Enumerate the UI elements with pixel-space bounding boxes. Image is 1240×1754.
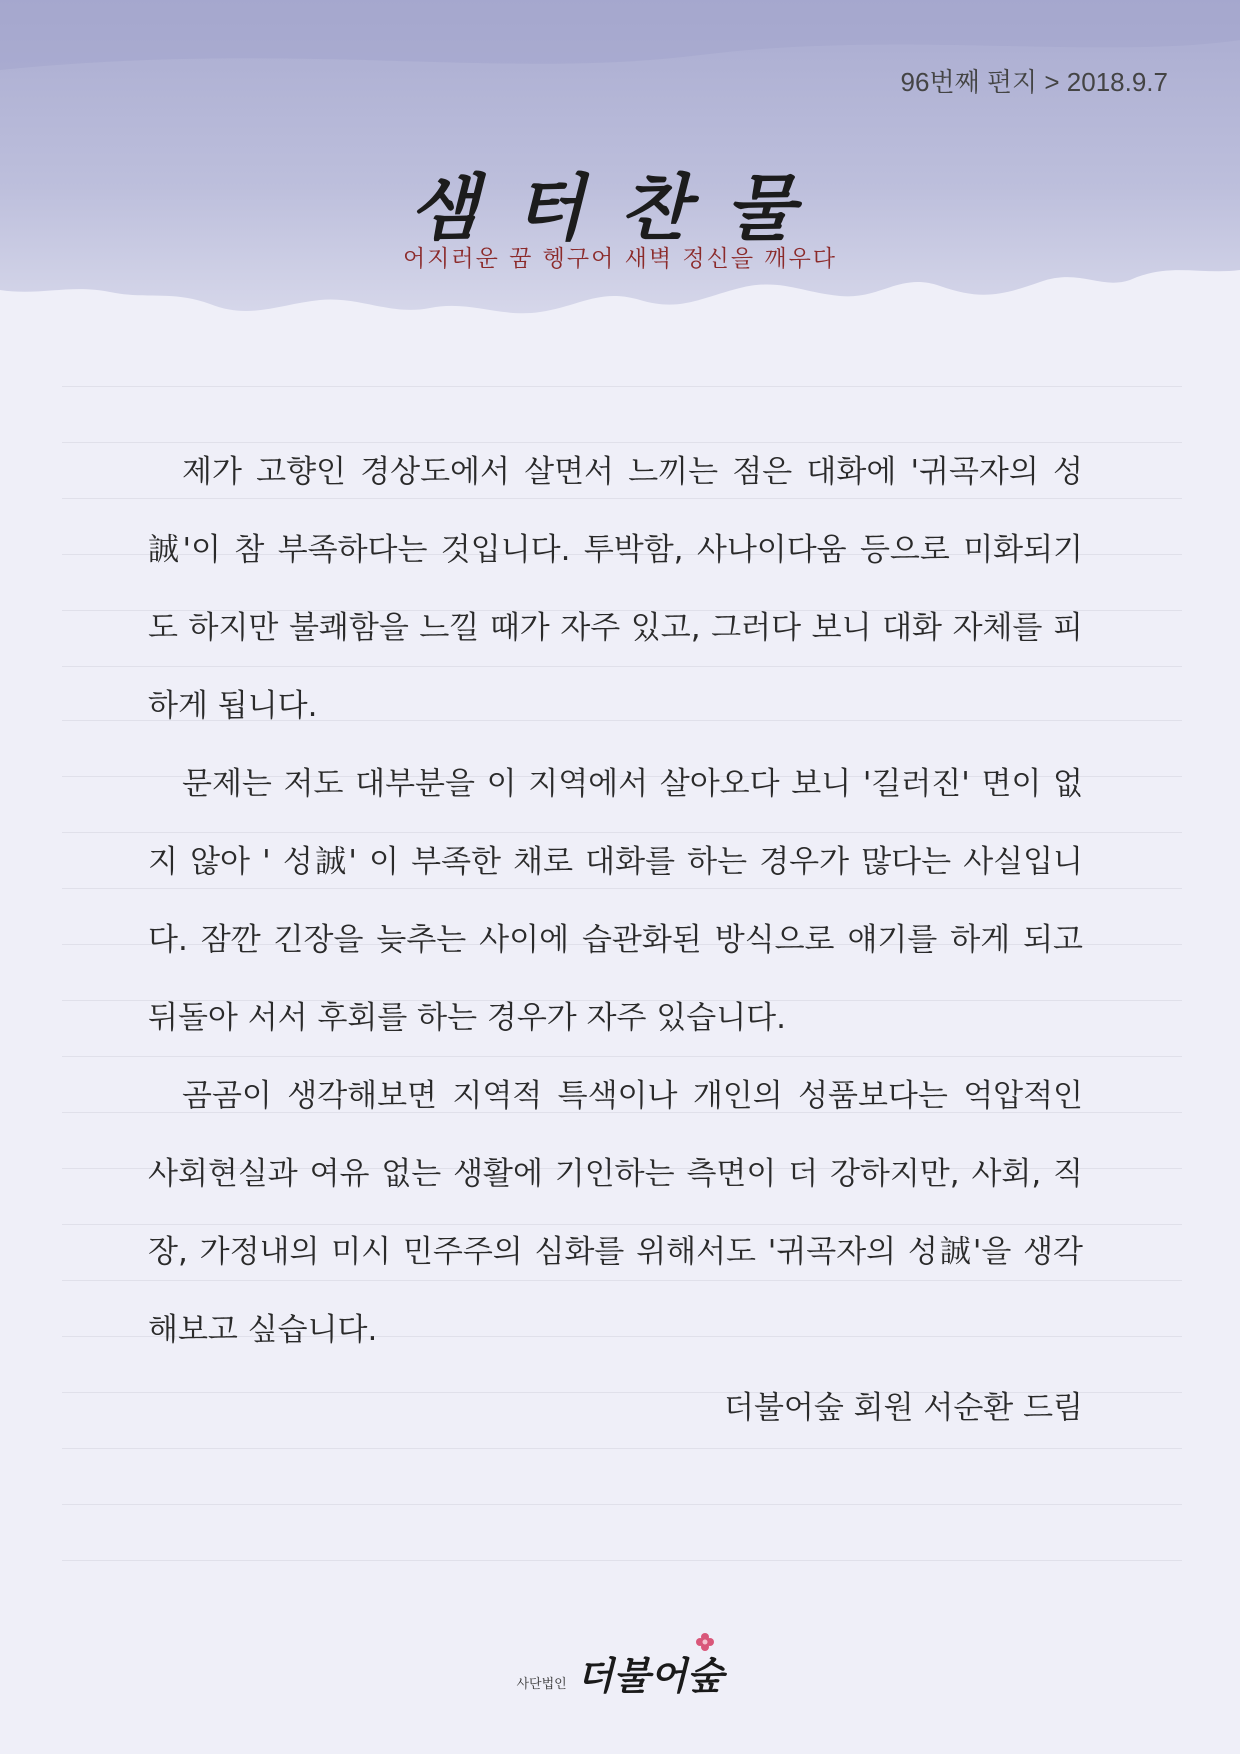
letter-paragraph: 문제는 저도 대부분을 이 지역에서 살아오다 보니 '길러진' 면이 없지 않아 ' 성誠' 이 부족한 채로 대화를 하는 경우가 많다는 사실입니다. 잠깐 긴장을 늦추는 사이에 습관화된 방식으로 얘기를 하게 되고 뒤돌아 서서 후회를 하는 경우가 자주 있습니다. <box>148 766 1083 1036</box>
page-title: 샘터찬물 <box>408 165 832 250</box>
logo-prefix: 사단법인 <box>516 1677 567 1692</box>
logo-wordmark <box>577 1645 724 1700</box>
rule-line <box>62 1448 1182 1449</box>
rule-line <box>62 386 1182 387</box>
flower-icon <box>694 1631 716 1653</box>
letter-body <box>148 433 1083 1447</box>
letter-paragraph: 제가 고향인 경상도에서 살면서 느끼는 점은 대화에 '귀곡자의 성誠'이 참 부족하다는 것입니다. 투박함, 사나이다움 등으로 미화되기도 하지만 불쾌함을 느낄 때가 자주 있고, 그러다 보니 대화 자체를 피하게 됩니다. <box>148 454 1083 724</box>
rule-line <box>62 1504 1182 1505</box>
logo-wordmark-text: 더불어숲 <box>576 1653 724 1698</box>
rule-line <box>62 1560 1182 1561</box>
letter-paragraph: 곰곰이 생각해보면 지역적 특색이나 개인의 성품보다는 억압적인 사회현실과 여유 없는 생활에 기인하는 측면이 더 강하지만, 사회, 직장, 가정내의 미시 민주주의 심화를 위해서도 '귀곡자의 성誠'을 생각해보고 싶습니다. <box>148 1078 1083 1348</box>
page-subtitle: 어지러운 꿈 헹구어 새벽 정신을 깨우다 <box>402 246 838 272</box>
letter-signature: 더불어숲 회원 서순환 드림 <box>724 1390 1083 1426</box>
letter-number-date: 96번째 편지 > 2018.9.7 <box>900 67 1168 97</box>
organization-logo <box>0 1645 1240 1700</box>
